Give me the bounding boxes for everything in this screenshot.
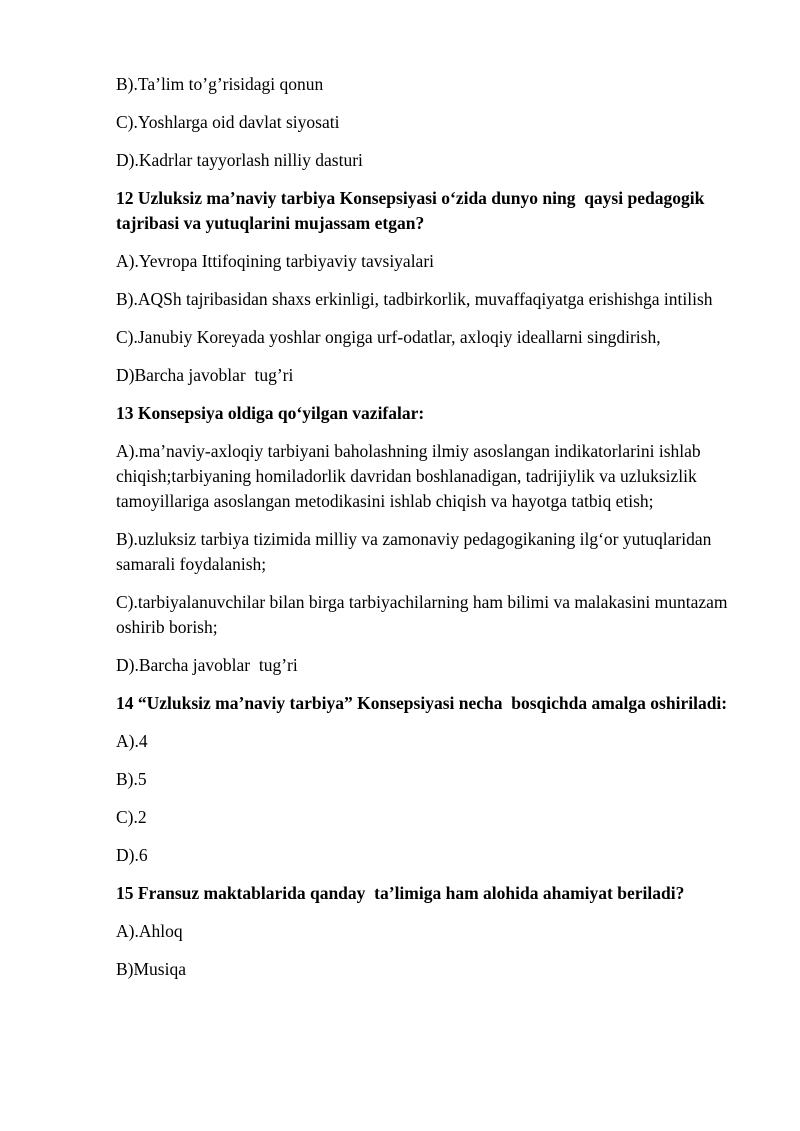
question-15: 15 Fransuz maktablarida qanday ta’limiga ham alohida ahamiyat beriladi?: [116, 883, 685, 903]
answer-option: B).AQSh tajribasidan shaxs erkinligi, tadbirkorlik, muvaffaqiyatga erishishga intilish: [116, 289, 713, 309]
question-12: 12 Uzluksiz ma’naviy tarbiya Konsepsiyasi o‘zida dunyo ning qaysi pedagogik tajribasi va yutuqlarini mujassam etgan?: [116, 188, 709, 233]
answer-option: D).Barcha javoblar tug’ri: [116, 655, 298, 675]
answer-option: B)Musiqa: [116, 959, 186, 979]
answer-option: C).2: [116, 807, 147, 827]
answer-option: D).Kadrlar tayyorlash nilliy dasturi: [116, 150, 363, 170]
answer-option: A).Yevropa Ittifoqining tarbiyaviy tavsiyalari: [116, 251, 435, 271]
answer-option: C).Janubiy Koreyada yoshlar ongiga urf-odatlar, axloqiy ideallarni singdirish,: [116, 327, 661, 347]
answer-option: C).Yoshlarga oid davlat siyosati: [116, 112, 340, 132]
document-page: [116, 72, 756, 995]
answer-option: B).uzluksiz tarbiya tizimida milliy va zamonaviy pedagogikaning ilg‘or yutuqlaridan samarali foydalanish;: [116, 529, 716, 574]
answer-option: B).Ta’lim to’g’risidagi qonun: [116, 74, 324, 94]
answer-option: D).6: [116, 845, 148, 865]
answer-option: C).tarbiyalanuvchilar bilan birga tarbiyachilarning ham bilimi va malakasini muntazam oshirib borish;: [116, 592, 732, 637]
question-14: 14 “Uzluksiz ma’naviy tarbiya” Konsepsiyasi necha bosqichda amalga oshiriladi:: [116, 693, 728, 713]
question-13: 13 Konsepsiya oldiga qo‘yilgan vazifalar:: [116, 403, 425, 423]
answer-option: D)Barcha javoblar tug’ri: [116, 365, 294, 385]
answer-option: A).4: [116, 731, 148, 751]
answer-option: A).ma’naviy-axloqiy tarbiyani baholashning ilmiy asoslangan indikatorlarini ishlab chiqish;tarbiyaning homiladorlik davridan boshlanadigan, tadrijiylik va uzluksizlik tamoyillariga asoslangan metodikasini ishlab chiqish va hayotga tatbiq etish;: [116, 441, 706, 511]
answer-option: B).5: [116, 769, 147, 789]
answer-option: A).Ahloq: [116, 921, 183, 941]
